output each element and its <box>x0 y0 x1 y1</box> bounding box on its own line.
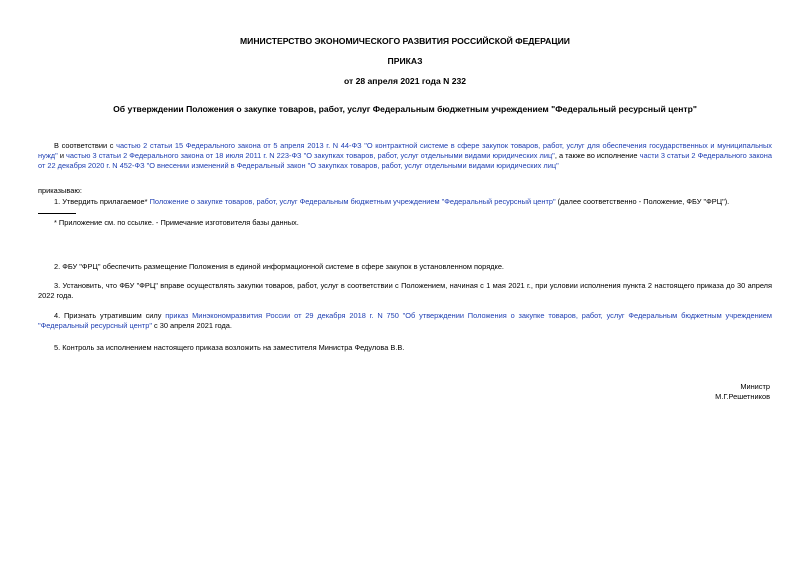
item-5: 5. Контроль за исполнением настоящего приказа возложить на заместителя Министра Федулова В.В. <box>54 343 405 352</box>
preamble-text-1: В соответствии с <box>54 141 117 150</box>
item-1-text-1: 1. Утвердить прилагаемое* <box>54 197 150 206</box>
signature-block <box>38 382 770 402</box>
document-kind: ПРИКАЗ <box>387 56 423 66</box>
item-4-text-1: 4. Признать утратившим силу <box>54 311 166 320</box>
link-order-750[interactable]: приказ Минэкономразвития России от 29 декабря 2018 г. N 750 "Об утверждении Положения о закупке товаров, работ, услуг Федеральным бюджетным учреждением "Федеральный ресурсный центр" <box>38 311 772 330</box>
item-3: 3. Установить, что ФБУ "ФРЦ" вправе осуществлять закупки товаров, работ, услуг в соответствии с Положением, начиная с 1 мая 2021 г., при условии исполнения пункта 2 настоящего приказа до 30 апреля 2022 года. <box>38 281 772 300</box>
item-4-text-2: с 30 апреля 2021 года. <box>151 320 232 330</box>
item-2: 2. ФБУ "ФРЦ" обеспечить размещение Положения в единой информационной системе в сфере закупок в установленном порядке. <box>54 262 504 271</box>
document-date-number: от 28 апреля 2021 года N 232 <box>343 76 467 86</box>
document-title: Об утверждении Положения о закупке товаров, работ, услуг Федеральным бюджетным учреждением "Федеральный ресурсный центр" <box>113 104 697 114</box>
order-word: приказываю: <box>38 186 82 195</box>
footnote-divider <box>38 213 76 214</box>
signature-name: М.Г.Решетников <box>715 391 770 401</box>
link-223fz[interactable]: частью 3 статьи 2 Федерального закона от 18 июля 2011 г. N 223-ФЗ "О закупках товаров, работ, услуг отдельными видами юридических лиц" <box>66 150 555 160</box>
item-4 <box>38 311 772 331</box>
item-1-text-2: (далее соответственно - Положение, ФБУ "ФРЦ"). <box>555 197 730 206</box>
preamble-text-2: и <box>57 150 67 160</box>
footnote: * Приложение см. по ссылке. - Примечание изготовителя базы данных. <box>54 218 299 227</box>
preamble-paragraph <box>38 141 772 171</box>
link-452fz[interactable]: части 3 статьи 2 Федерального закона от 22 декабря 2020 г. N 452-ФЗ "О внесении изменений в Федеральный закон "О закупках товаров, работ, услуг отдельными видами юридических лиц" <box>38 150 772 170</box>
item-1 <box>38 197 772 207</box>
link-44fz[interactable]: частью 2 статьи 15 Федерального закона от 5 апреля 2013 г. N 44-ФЗ "О контрактной системе в сфере закупок товаров, работ, услуг для обеспечения государственных и муниципальных нужд" <box>38 141 773 160</box>
preamble-text-3: , а также во исполнение <box>554 150 640 160</box>
signature-position: Министр <box>740 382 770 391</box>
link-regulation[interactable]: Положение о закупке товаров, работ, услуг Федеральным бюджетным учреждением "Федеральный ресурсный центр" <box>149 197 556 206</box>
organization-heading: МИНИСТЕРСТВО ЭКОНОМИЧЕСКОГО РАЗВИТИЯ РОССИЙСКОЙ ФЕДЕРАЦИИ <box>240 36 570 46</box>
